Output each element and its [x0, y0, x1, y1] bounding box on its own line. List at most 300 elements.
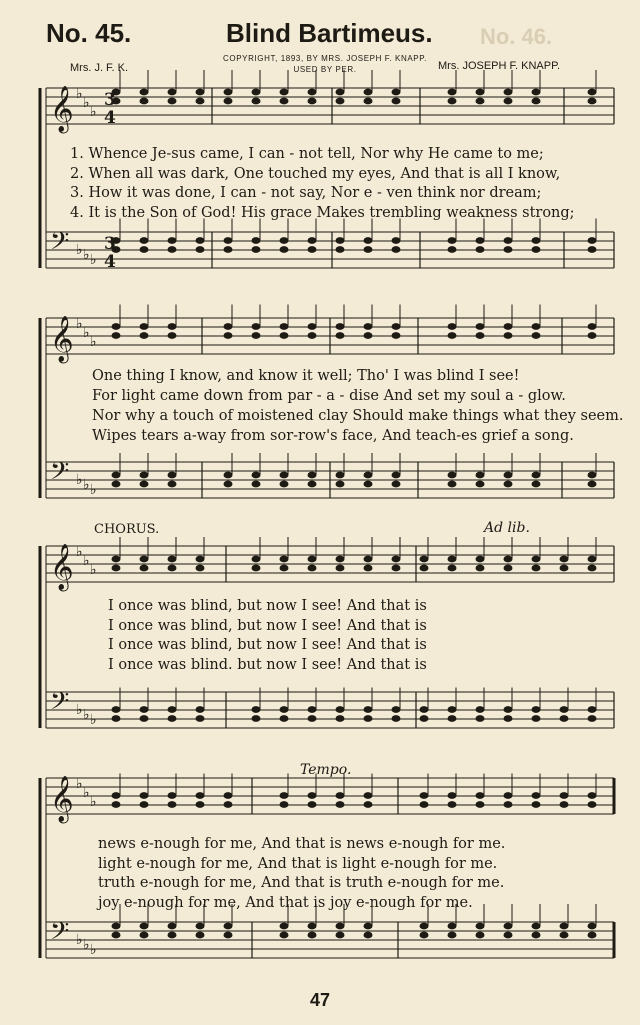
- note-head: [308, 246, 317, 253]
- note-head: [504, 923, 513, 930]
- note-head: [560, 801, 569, 808]
- note-head: [168, 237, 177, 244]
- note-head: [336, 792, 345, 799]
- note-head: [504, 565, 513, 572]
- flat-icon: ♭: [90, 252, 97, 268]
- note-head: [336, 801, 345, 808]
- note-head: [336, 565, 345, 572]
- note-head: [308, 237, 317, 244]
- note-head: [532, 246, 541, 253]
- note-head: [252, 715, 261, 722]
- note-head: [224, 932, 233, 939]
- note-head: [280, 481, 289, 488]
- note-head: [588, 801, 597, 808]
- note-head: [392, 556, 401, 563]
- flat-icon: ♭: [90, 104, 97, 120]
- note-head: [196, 556, 205, 563]
- verse-line: One thing I know, and know it well; Tho' I was blind I see!: [92, 368, 520, 384]
- note-head: [336, 923, 345, 930]
- note-head: [196, 89, 205, 96]
- note-head: [308, 715, 317, 722]
- note-head: [364, 89, 373, 96]
- note-head: [504, 323, 513, 330]
- note-head: [532, 98, 541, 105]
- note-head: [112, 932, 121, 939]
- note-head: [588, 556, 597, 563]
- note-head: [588, 932, 597, 939]
- note-head: [392, 706, 401, 713]
- note-head: [308, 932, 317, 939]
- chorus-line: I once was blind, but now I see! And that is: [108, 637, 427, 653]
- note-head: [336, 246, 345, 253]
- note-head: [532, 237, 541, 244]
- treble-clef-icon: 𝄞: [50, 86, 74, 132]
- verse-number: 2.: [70, 165, 84, 182]
- note-head: [224, 237, 233, 244]
- note-head: [252, 98, 261, 105]
- treble-clef-icon: 𝄞: [50, 316, 74, 362]
- note-head: [504, 556, 513, 563]
- note-head: [252, 472, 261, 479]
- note-head: [280, 556, 289, 563]
- chorus-line: I once was blind, but now I see! And that is: [108, 617, 427, 634]
- note-head: [364, 332, 373, 339]
- note-head: [252, 246, 261, 253]
- note-head: [364, 792, 373, 799]
- note-head: [140, 237, 149, 244]
- note-head: [112, 565, 121, 572]
- note-head: [168, 932, 177, 939]
- note-head: [588, 792, 597, 799]
- note-head: [336, 332, 345, 339]
- note-head: [308, 556, 317, 563]
- note-head: [196, 565, 205, 572]
- note-head: [280, 792, 289, 799]
- note-head: [364, 246, 373, 253]
- time-signature-top: 3: [104, 234, 116, 254]
- note-head: [560, 556, 569, 563]
- note-head: [252, 237, 261, 244]
- note-head: [504, 332, 513, 339]
- note-head: [280, 246, 289, 253]
- chorus-label: CHORUS.: [94, 522, 160, 537]
- note-head: [588, 323, 597, 330]
- note-head: [280, 237, 289, 244]
- note-head: [392, 472, 401, 479]
- note-head: [364, 706, 373, 713]
- note-head: [252, 706, 261, 713]
- verse-text: How it was done, I can - not say, Nor e - ven think nor dream;: [88, 185, 542, 201]
- note-head: [448, 89, 457, 96]
- note-head: [476, 801, 485, 808]
- note-head: [112, 481, 121, 488]
- note-head: [588, 237, 597, 244]
- note-head: [532, 792, 541, 799]
- note-head: [224, 89, 233, 96]
- note-head: [504, 715, 513, 722]
- note-head: [476, 237, 485, 244]
- note-head: [308, 792, 317, 799]
- note-head: [308, 565, 317, 572]
- note-head: [392, 332, 401, 339]
- note-head: [140, 792, 149, 799]
- chorus-line: truth e-nough for me, And that is truth e-nough for me.: [98, 875, 505, 891]
- note-head: [532, 481, 541, 488]
- verse-number: 4.: [70, 204, 84, 221]
- flat-icon: ♭: [83, 95, 90, 111]
- note-head: [448, 801, 457, 808]
- note-head: [504, 246, 513, 253]
- note-head: [364, 715, 373, 722]
- note-head: [168, 801, 177, 808]
- note-head: [392, 481, 401, 488]
- note-head: [532, 932, 541, 939]
- flat-icon: ♭: [76, 544, 83, 560]
- note-head: [224, 923, 233, 930]
- note-head: [532, 323, 541, 330]
- note-head: [336, 323, 345, 330]
- note-head: [448, 332, 457, 339]
- note-head: [560, 923, 569, 930]
- flat-icon: ♭: [83, 553, 90, 569]
- note-head: [504, 801, 513, 808]
- note-head: [392, 565, 401, 572]
- note-head: [532, 565, 541, 572]
- note-head: [448, 237, 457, 244]
- note-head: [476, 246, 485, 253]
- note-head: [532, 801, 541, 808]
- note-head: [504, 481, 513, 488]
- note-head: [112, 715, 121, 722]
- note-head: [112, 923, 121, 930]
- flat-icon: ♭: [76, 242, 83, 258]
- bass-clef-icon: 𝄢: [50, 687, 70, 722]
- flat-icon: ♭: [76, 316, 83, 332]
- note-head: [308, 89, 317, 96]
- note-head: [112, 472, 121, 479]
- composer-credit: Mrs. JOSEPH F. KNAPP.: [438, 60, 561, 72]
- note-head: [336, 89, 345, 96]
- flat-icon: ♭: [76, 86, 83, 102]
- note-head: [168, 792, 177, 799]
- note-head: [448, 932, 457, 939]
- note-head: [476, 481, 485, 488]
- verse-number: 3.: [70, 185, 84, 201]
- note-head: [336, 556, 345, 563]
- note-head: [168, 706, 177, 713]
- tempo-marking: Tempo.: [300, 762, 352, 778]
- note-head: [280, 932, 289, 939]
- note-head: [588, 715, 597, 722]
- flat-icon: ♭: [90, 942, 97, 958]
- chorus-block-2: [98, 836, 505, 914]
- treble-clef-icon: 𝄞: [50, 776, 74, 822]
- note-head: [140, 481, 149, 488]
- note-head: [112, 323, 121, 330]
- note-head: [392, 246, 401, 253]
- note-head: [420, 932, 429, 939]
- bass-clef-icon: 𝄢: [50, 917, 70, 952]
- note-head: [252, 481, 261, 488]
- note-head: [448, 98, 457, 105]
- note-head: [336, 715, 345, 722]
- note-head: [140, 246, 149, 253]
- note-head: [308, 332, 317, 339]
- note-head: [476, 98, 485, 105]
- note-head: [280, 472, 289, 479]
- flat-icon: ♭: [76, 932, 83, 948]
- note-head: [280, 801, 289, 808]
- ad-lib-marking: Ad lib.: [484, 520, 530, 536]
- note-head: [140, 89, 149, 96]
- note-head: [364, 237, 373, 244]
- note-head: [588, 481, 597, 488]
- chorus-line: news e-nough for me, And that is news e-nough for me.: [98, 836, 506, 852]
- flat-icon: ♭: [83, 785, 90, 801]
- flat-icon: ♭: [90, 794, 97, 810]
- note-head: [140, 715, 149, 722]
- note-head: [420, 792, 429, 799]
- note-head: [252, 332, 261, 339]
- note-head: [308, 472, 317, 479]
- note-head: [532, 332, 541, 339]
- note-head: [392, 237, 401, 244]
- note-head: [448, 481, 457, 488]
- flat-icon: ♭: [83, 937, 90, 953]
- note-head: [224, 792, 233, 799]
- note-head: [504, 98, 513, 105]
- note-head: [476, 472, 485, 479]
- note-head: [168, 923, 177, 930]
- note-head: [112, 801, 121, 808]
- note-head: [112, 792, 121, 799]
- note-head: [224, 246, 233, 253]
- note-head: [364, 481, 373, 488]
- verse-line: [70, 146, 575, 166]
- note-head: [448, 792, 457, 799]
- note-head: [476, 332, 485, 339]
- note-head: [168, 481, 177, 488]
- hymn-title: Blind Bartimeus.: [226, 18, 433, 48]
- chorus-line: joy e-nough for me, And that is joy e-nough for me.: [98, 894, 473, 911]
- note-head: [280, 89, 289, 96]
- note-head: [196, 706, 205, 713]
- note-head: [504, 472, 513, 479]
- note-head: [336, 472, 345, 479]
- note-head: [308, 706, 317, 713]
- bass-clef-icon: 𝄢: [50, 227, 70, 262]
- flat-icon: ♭: [90, 482, 97, 498]
- flat-icon: ♭: [76, 776, 83, 792]
- note-head: [588, 89, 597, 96]
- note-head: [476, 706, 485, 713]
- verse-line: Nor why a touch of moistened clay Should make things what they seem.: [92, 408, 624, 424]
- note-head: [392, 715, 401, 722]
- note-head: [588, 923, 597, 930]
- note-head: [504, 237, 513, 244]
- note-head: [392, 89, 401, 96]
- note-head: [308, 801, 317, 808]
- verse-block-2: [92, 368, 623, 448]
- note-head: [140, 323, 149, 330]
- treble-clef-icon: 𝄞: [50, 544, 74, 590]
- note-head: [560, 715, 569, 722]
- note-head: [112, 706, 121, 713]
- note-head: [168, 246, 177, 253]
- note-head: [364, 323, 373, 330]
- note-head: [140, 932, 149, 939]
- note-head: [476, 923, 485, 930]
- note-head: [168, 715, 177, 722]
- note-head: [448, 472, 457, 479]
- note-head: [504, 706, 513, 713]
- note-head: [476, 715, 485, 722]
- note-head: [588, 246, 597, 253]
- note-head: [420, 565, 429, 572]
- chorus-line: light e-nough for me, And that is light e-nough for me.: [98, 855, 498, 872]
- note-head: [168, 323, 177, 330]
- lyricist-credit: Mrs. J. F. K.: [70, 62, 129, 74]
- note-head: [364, 565, 373, 572]
- note-head: [588, 706, 597, 713]
- flat-icon: ♭: [83, 707, 90, 723]
- note-head: [196, 715, 205, 722]
- note-head: [448, 246, 457, 253]
- note-head: [476, 89, 485, 96]
- note-head: [560, 706, 569, 713]
- note-head: [588, 332, 597, 339]
- note-head: [336, 932, 345, 939]
- note-head: [168, 332, 177, 339]
- note-head: [504, 792, 513, 799]
- note-head: [140, 98, 149, 105]
- note-head: [252, 556, 261, 563]
- note-head: [364, 932, 373, 939]
- note-head: [280, 715, 289, 722]
- chorus-line: I once was blind. but now I see! And that is: [108, 656, 427, 673]
- note-head: [196, 932, 205, 939]
- verse-block-1: [70, 146, 575, 224]
- note-head: [196, 801, 205, 808]
- note-head: [224, 801, 233, 808]
- note-head: [168, 565, 177, 572]
- note-head: [364, 472, 373, 479]
- note-head: [112, 332, 121, 339]
- note-head: [308, 923, 317, 930]
- note-head: [532, 715, 541, 722]
- bleed-through-number: No. 46.: [480, 24, 553, 49]
- note-head: [224, 323, 233, 330]
- note-head: [532, 472, 541, 479]
- note-head: [420, 556, 429, 563]
- note-head: [140, 801, 149, 808]
- note-head: [448, 706, 457, 713]
- note-head: [448, 565, 457, 572]
- note-head: [196, 237, 205, 244]
- flat-icon: ♭: [76, 472, 83, 488]
- note-head: [448, 923, 457, 930]
- note-head: [420, 801, 429, 808]
- flat-icon: ♭: [83, 477, 90, 493]
- verse-line: [70, 166, 575, 186]
- flat-icon: ♭: [90, 562, 97, 578]
- verse-line: Wipes tears a-way from sor-row's face, And teach-es grief a song.: [92, 428, 574, 444]
- verse-text: Whence Je-sus came, I can - not tell, Nor why He came to me;: [88, 146, 544, 162]
- verse-line: [70, 185, 575, 205]
- verse-text: It is the Son of God! His grace Makes trembling weakness strong;: [88, 204, 575, 221]
- note-head: [560, 565, 569, 572]
- note-head: [476, 932, 485, 939]
- note-head: [168, 556, 177, 563]
- note-head: [196, 98, 205, 105]
- note-head: [280, 565, 289, 572]
- note-head: [280, 98, 289, 105]
- note-head: [140, 923, 149, 930]
- note-head: [168, 98, 177, 105]
- note-head: [476, 323, 485, 330]
- hymn-number: No. 45.: [46, 18, 132, 48]
- note-head: [532, 89, 541, 96]
- note-head: [392, 323, 401, 330]
- note-head: [224, 481, 233, 488]
- note-head: [140, 565, 149, 572]
- copyright-line: COPYRIGHT, 1893, BY MRS. JOSEPH F. KNAPP.: [223, 54, 427, 63]
- note-head: [532, 923, 541, 930]
- note-head: [280, 332, 289, 339]
- note-head: [448, 556, 457, 563]
- note-head: [588, 565, 597, 572]
- note-head: [588, 472, 597, 479]
- page-number: 47: [309, 990, 331, 1010]
- note-head: [224, 332, 233, 339]
- chorus-line: I once was blind, but now I see! And that is: [108, 598, 427, 614]
- note-head: [140, 706, 149, 713]
- note-head: [560, 932, 569, 939]
- note-head: [336, 237, 345, 244]
- note-head: [140, 556, 149, 563]
- note-head: [224, 98, 233, 105]
- note-head: [308, 323, 317, 330]
- note-head: [364, 801, 373, 808]
- note-head: [196, 923, 205, 930]
- note-head: [280, 323, 289, 330]
- note-head: [308, 481, 317, 488]
- note-head: [532, 706, 541, 713]
- note-head: [224, 472, 233, 479]
- note-head: [364, 98, 373, 105]
- note-head: [588, 98, 597, 105]
- note-head: [252, 89, 261, 96]
- flat-icon: ♭: [90, 334, 97, 350]
- note-head: [448, 323, 457, 330]
- flat-icon: ♭: [76, 702, 83, 718]
- note-head: [280, 706, 289, 713]
- note-head: [364, 923, 373, 930]
- note-head: [252, 323, 261, 330]
- note-head: [196, 792, 205, 799]
- verse-line: For light came down from par - a - dise And set my soul a - glow.: [92, 388, 566, 404]
- note-head: [168, 89, 177, 96]
- note-head: [308, 98, 317, 105]
- used-by-permission: USED BY PER.: [293, 65, 357, 74]
- time-signature-bottom: 4: [104, 108, 116, 128]
- bass-clef-icon: 𝄢: [50, 457, 70, 492]
- note-head: [336, 706, 345, 713]
- time-signature-bottom: 4: [104, 252, 116, 272]
- flat-icon: ♭: [83, 325, 90, 341]
- note-head: [420, 923, 429, 930]
- note-head: [364, 556, 373, 563]
